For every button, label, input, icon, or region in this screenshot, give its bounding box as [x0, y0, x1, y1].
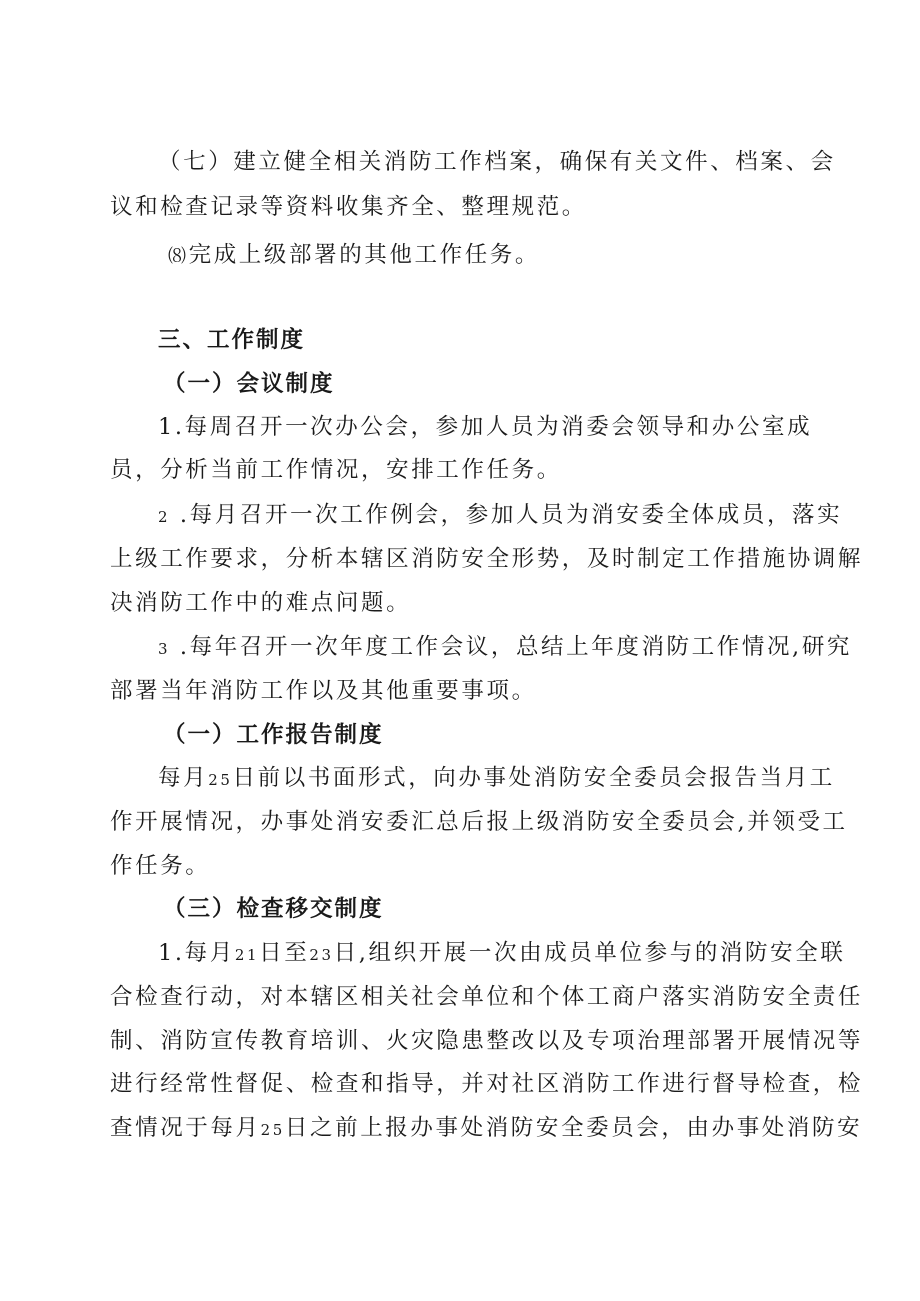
inspection-system-title: （三）检查移交制度 [163, 896, 384, 922]
report-line-1-pre: 每月 [158, 765, 209, 791]
meeting-item-1-line-1: 1.每周召开一次办公会，参加人员为消委会领导和办公室成 [158, 414, 813, 440]
inspection-line-5-pre: 查情况于每月 [110, 1115, 261, 1141]
inspection-line-1-pre: 1.每月 [158, 940, 235, 966]
meeting-item-2-line-3: 决消防工作中的难点问题。 [110, 590, 412, 616]
inspection-line-1-post: 日,组织开展一次由成员单位参与的消防安全联 [333, 940, 846, 966]
report-system-title: （一）工作报告制度 [163, 722, 384, 748]
section-3-title: 三、工作制度 [158, 327, 306, 353]
report-line-1-post: 日前以书面形式，向办事处消防安全委员会报告当月工 [232, 765, 835, 791]
inspection-report-day: 25 [260, 1121, 285, 1139]
meeting-item-2-line-1 [158, 500, 842, 532]
meeting-item-1-line-2: 员，分析当前工作情况，安排工作任务。 [110, 457, 562, 483]
meeting-item-2-line-2: 上级工作要求，分析本辖区消防安全形势，及时制定工作措施协调解 [110, 546, 864, 572]
inspection-line-2: 合检查行动，对本辖区相关社会单位和个体工商户落实消防安全责任 [110, 984, 864, 1010]
sec7-line-1: （七）建立健全相关消防工作档案，确保有关文件、档案、会 [158, 149, 836, 175]
meeting-item-2-number: 2 [158, 508, 171, 526]
sec8-marker: ⑻ [168, 246, 189, 267]
sec8-paragraph [168, 240, 540, 272]
meeting-item-3-text: .每年召开一次年度工作会议，总结上年度消防工作情况,研究 [170, 634, 853, 660]
inspection-line-1-mid: 日至 [259, 940, 310, 966]
sec7-line-2: 议和检查记录等资料收集齐全、整理规范。 [110, 194, 587, 220]
meeting-system-title: （一）会议制度 [163, 371, 335, 397]
report-line-3: 作任务。 [110, 853, 211, 879]
inspection-line-5-post: 日之前上报办事处消防安全委员会，由办事处消防安 [284, 1115, 863, 1141]
meeting-item-3-number: 3 [158, 640, 171, 658]
inspection-line-4: 进行经常性督促、检查和指导，并对社区消防工作进行督导检查，检 [110, 1071, 864, 1097]
meeting-item-3-line-2: 部署当年消防工作以及其他重要事项。 [110, 678, 537, 704]
inspection-end-day: 23 [309, 946, 334, 964]
report-line-2: 作开展情况，办事处消安委汇总后报上级消防安全委员会,并领受工 [110, 809, 848, 835]
report-day-number: 25 [208, 771, 233, 789]
inspection-line-5 [110, 1113, 862, 1145]
inspection-start-day: 21 [234, 946, 260, 964]
report-line-1 [158, 763, 835, 795]
inspection-line-1 [158, 938, 845, 970]
meeting-item-3-line-1 [158, 632, 852, 664]
sec8-text: 完成上级部署的其他工作任务。 [188, 242, 541, 268]
meeting-item-2-text: .每月召开一次工作例会，参加人员为消安委全体成员，落实 [170, 502, 843, 528]
inspection-line-3: 制、消防宣传教育培训、火灾隐患整改以及专项治理部署开展情况等 [110, 1028, 864, 1054]
